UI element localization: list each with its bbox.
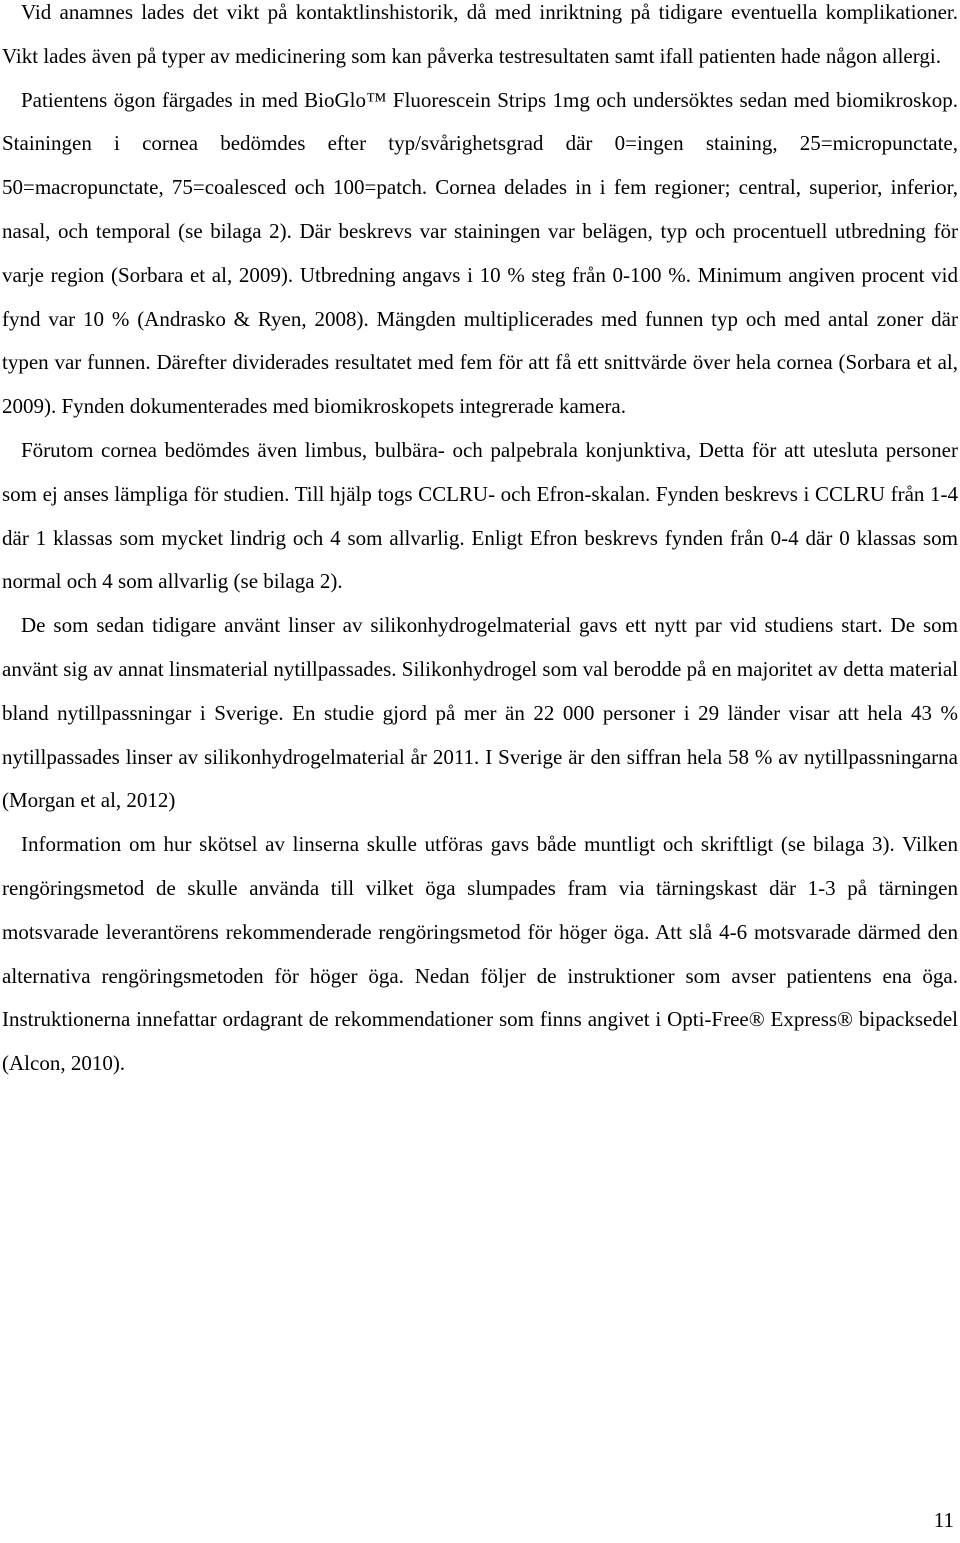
paragraph-silicone-hydrogel: De som sedan tidigare använt linser av silikonhydrogelmaterial gavs ett nytt par vid studiens start. De som använt sig av annat linsmaterial nytillpassades. Silikonhydrogel som val berodde på en majoritet av detta material bland nytillpassningar i Sverige. En studie gjord på mer än 22 000 personer i 29 länder visar att hela 43 % nytillpassades linser av silikonhydrogelmaterial år 2011. I Sverige är den siffran hela 58 % av nytillpassningarna (Morgan et al, 2012): [2, 613, 958, 813]
paragraph-fluorescein-staining: Patientens ögon färgades in med BioGlo™ Fluorescein Strips 1mg och undersöktes sedan med biomikroskop. Stainingen i cornea bedömdes efter typ/svårighetsgrad där 0=ingen staining, 25=micropunctate, 50=macropunctate, 75=coalesced och 100=patch. Cornea delades in i fem regioner; central, superior, inferior, nasal, och temporal (se bilaga 2). Där beskrevs var stainingen var belägen, typ och procentuell utbredning för varje region (Sorbara et al, 2009). Utbredning angavs i 10 % steg från 0-100 %. Minimum angiven procent vid fynd var 10 % (Andrasko & Ryen, 2008). Mängden multiplicerades med funnen typ och med antal zoner där typen var funnen. Därefter dividerades resultatet med fem för att få ett snittvärde över hela cornea (Sorbara et al, 2009). Fynden dokumenterades med biomikroskopets integrerade kamera.: [2, 87, 958, 419]
paragraph-anamnesis: Vid anamnes lades det vikt på kontaktlinshistorik, då med inriktning på tidigare eventuella komplikationer. Vikt lades även på typer av medicinering som kan påverka testresultaten samt ifall patienten hade någon allergi.: [2, 0, 958, 68]
page-number: 11: [933, 1508, 954, 1532]
paragraph-care-instructions: Information om hur skötsel av linserna skulle utföras gavs både muntligt och skriftligt (se bilaga 3). Vilken rengöringsmetod de skulle använda till vilket öga slumpades fram via tärningskast där 1-3 på tärningen motsvarade leverantörens rekommenderade rengöringsmetod för höger öga. Att slå 4-6 motsvarade därmed den alternativa rengöringsmetoden för höger öga. Nedan följer de instruktioner som avser patientens ena öga. Instruktionerna innefattar ordagrant de rekommendationer som finns angivet i Opti-Free® Express® bipacksedel (Alcon, 2010).: [2, 832, 958, 1076]
body-text: [2, 0, 958, 1086]
paragraph-limbus-conjunctiva: Förutom cornea bedömdes även limbus, bulbära- och palpebrala konjunktiva, Detta för att utesluta personer som ej anses lämpliga för studien. Till hjälp togs CCLRU- och Efron-skalan. Fynden beskrevs i CCLRU från 1-4 där 1 klassas som mycket lindrig och 4 som allvarlig. Enligt Efron beskrevs fynden från 0-4 där 0 klassas som normal och 4 som allvarlig (se bilaga 2).: [2, 437, 958, 594]
